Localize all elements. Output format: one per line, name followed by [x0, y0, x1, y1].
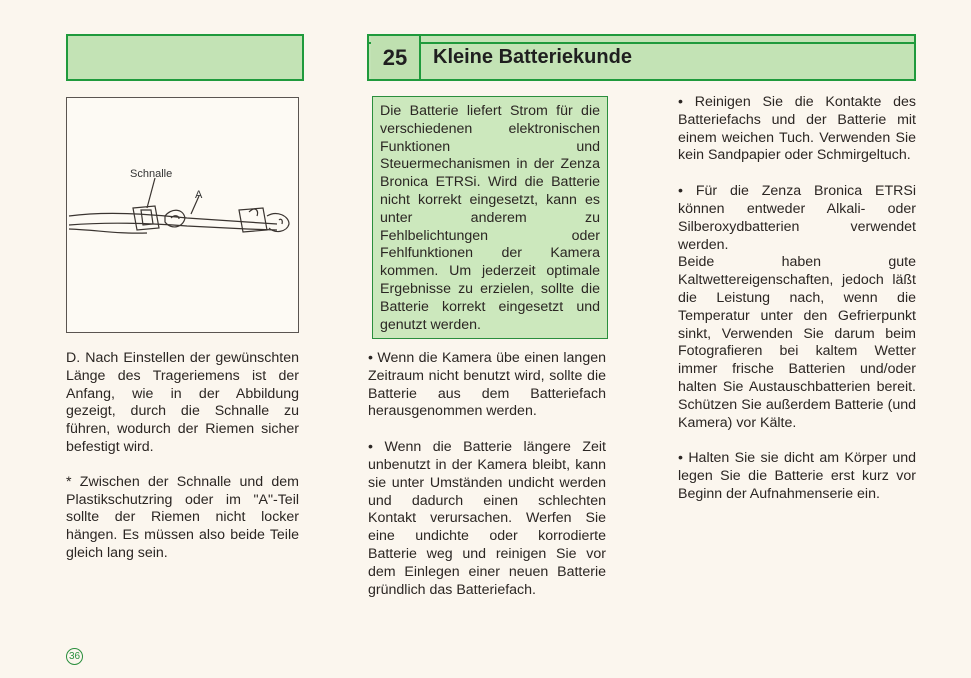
bullet-clean-contacts: • Reinigen Sie die Kontakte des Batteriefachs und der Batterie mit einem weichen Tuch. Verwenden Sie kein Sandpapier oder Schmirgeltuch.	[678, 94, 916, 164]
cold-weather-paragraph: Beide haben gute Kaltwettereigenschaften, jedoch läßt die Leistung nach, wenn die Temperatur unter den Gefrierpunkt sinkt, Verwenden Sie darum beim Fotografieren bei kaltem Wetter immer frische Batterien und/oder halten Sie Austauschbatterien bereit. Schützen Sie außerdem Batterie (und Kamera) vor Kälte.	[678, 254, 916, 431]
strap-illustration	[67, 98, 300, 334]
header-band-left	[66, 34, 304, 81]
right-column	[678, 94, 916, 504]
header-band-right	[367, 34, 916, 81]
battery-intro-box	[372, 96, 608, 339]
strap-instruction-paragraph: D. Nach Einstellen der gewünschten Länge des Trageriemens ist der Anfang, wie in der Abbildung gezeigt, durch die Schnalle zu führen, wodurch der Riemen sicher befestigt wird.	[66, 350, 299, 455]
bullet-remove-battery: • Wenn die Kamera übe einen langen Zeitraum nicht benutzt wird, sollte die Batterie aus dem Batteriefach herausgenommen werden.	[368, 350, 606, 420]
bullet-leaking-battery: • Wenn die Batterie längere Zeit unbenutzt in der Kamera bleibt, kann sie unter Umständen undicht werden und dadurch einen schlechten Kontakt verursachen. Werfen Sie eine undichte oder korrodierte Batterie weg und reinigen Sie vor dem Einlegen einer neuen Batterie gründlich das Batteriefach.	[368, 439, 606, 598]
middle-column	[368, 350, 606, 599]
part-a-label: A	[195, 189, 203, 201]
page-number: 36	[66, 648, 83, 665]
chapter-title: Kleine Batteriekunde	[433, 46, 632, 68]
buckle-label: Schnalle	[130, 168, 173, 180]
bullet-battery-types: • Für die Zenza Bronica ETRSi können entweder Alkali- oder Silberoxydbatterien verwendet werden.	[678, 183, 916, 253]
strap-note-paragraph: * Zwischen der Schnalle und dem Plastikschutzring oder im "A"-Teil sollte der Riemen nicht locker hängen. Es müssen also beide Teile gleich lang sein.	[66, 473, 299, 561]
chapter-number: 25	[371, 36, 421, 79]
battery-intro-text: Die Batterie liefert Strom für die verschiedenen elektronischen Funktionen und Steuermechanismen in der Zenza Bronica ETRSi. Wird die Batterie nicht korrekt eingesetzt, kann es unter anderem zu Fehlbelichtungen oder Fehlfunktionen der Kamera kommen. Um jederzeit optimale Ergebnisse zu erzielen, sollte die Batterie korrekt eingesetzt und genutzt werden.	[380, 103, 600, 333]
strap-buckle-figure	[66, 97, 299, 333]
bullet-keep-warm: • Halten Sie sie dicht am Körper und legen Sie die Batterie erst kurz vor Beginn der Aufnahmenserie ein.	[678, 450, 916, 502]
left-column	[66, 350, 299, 563]
